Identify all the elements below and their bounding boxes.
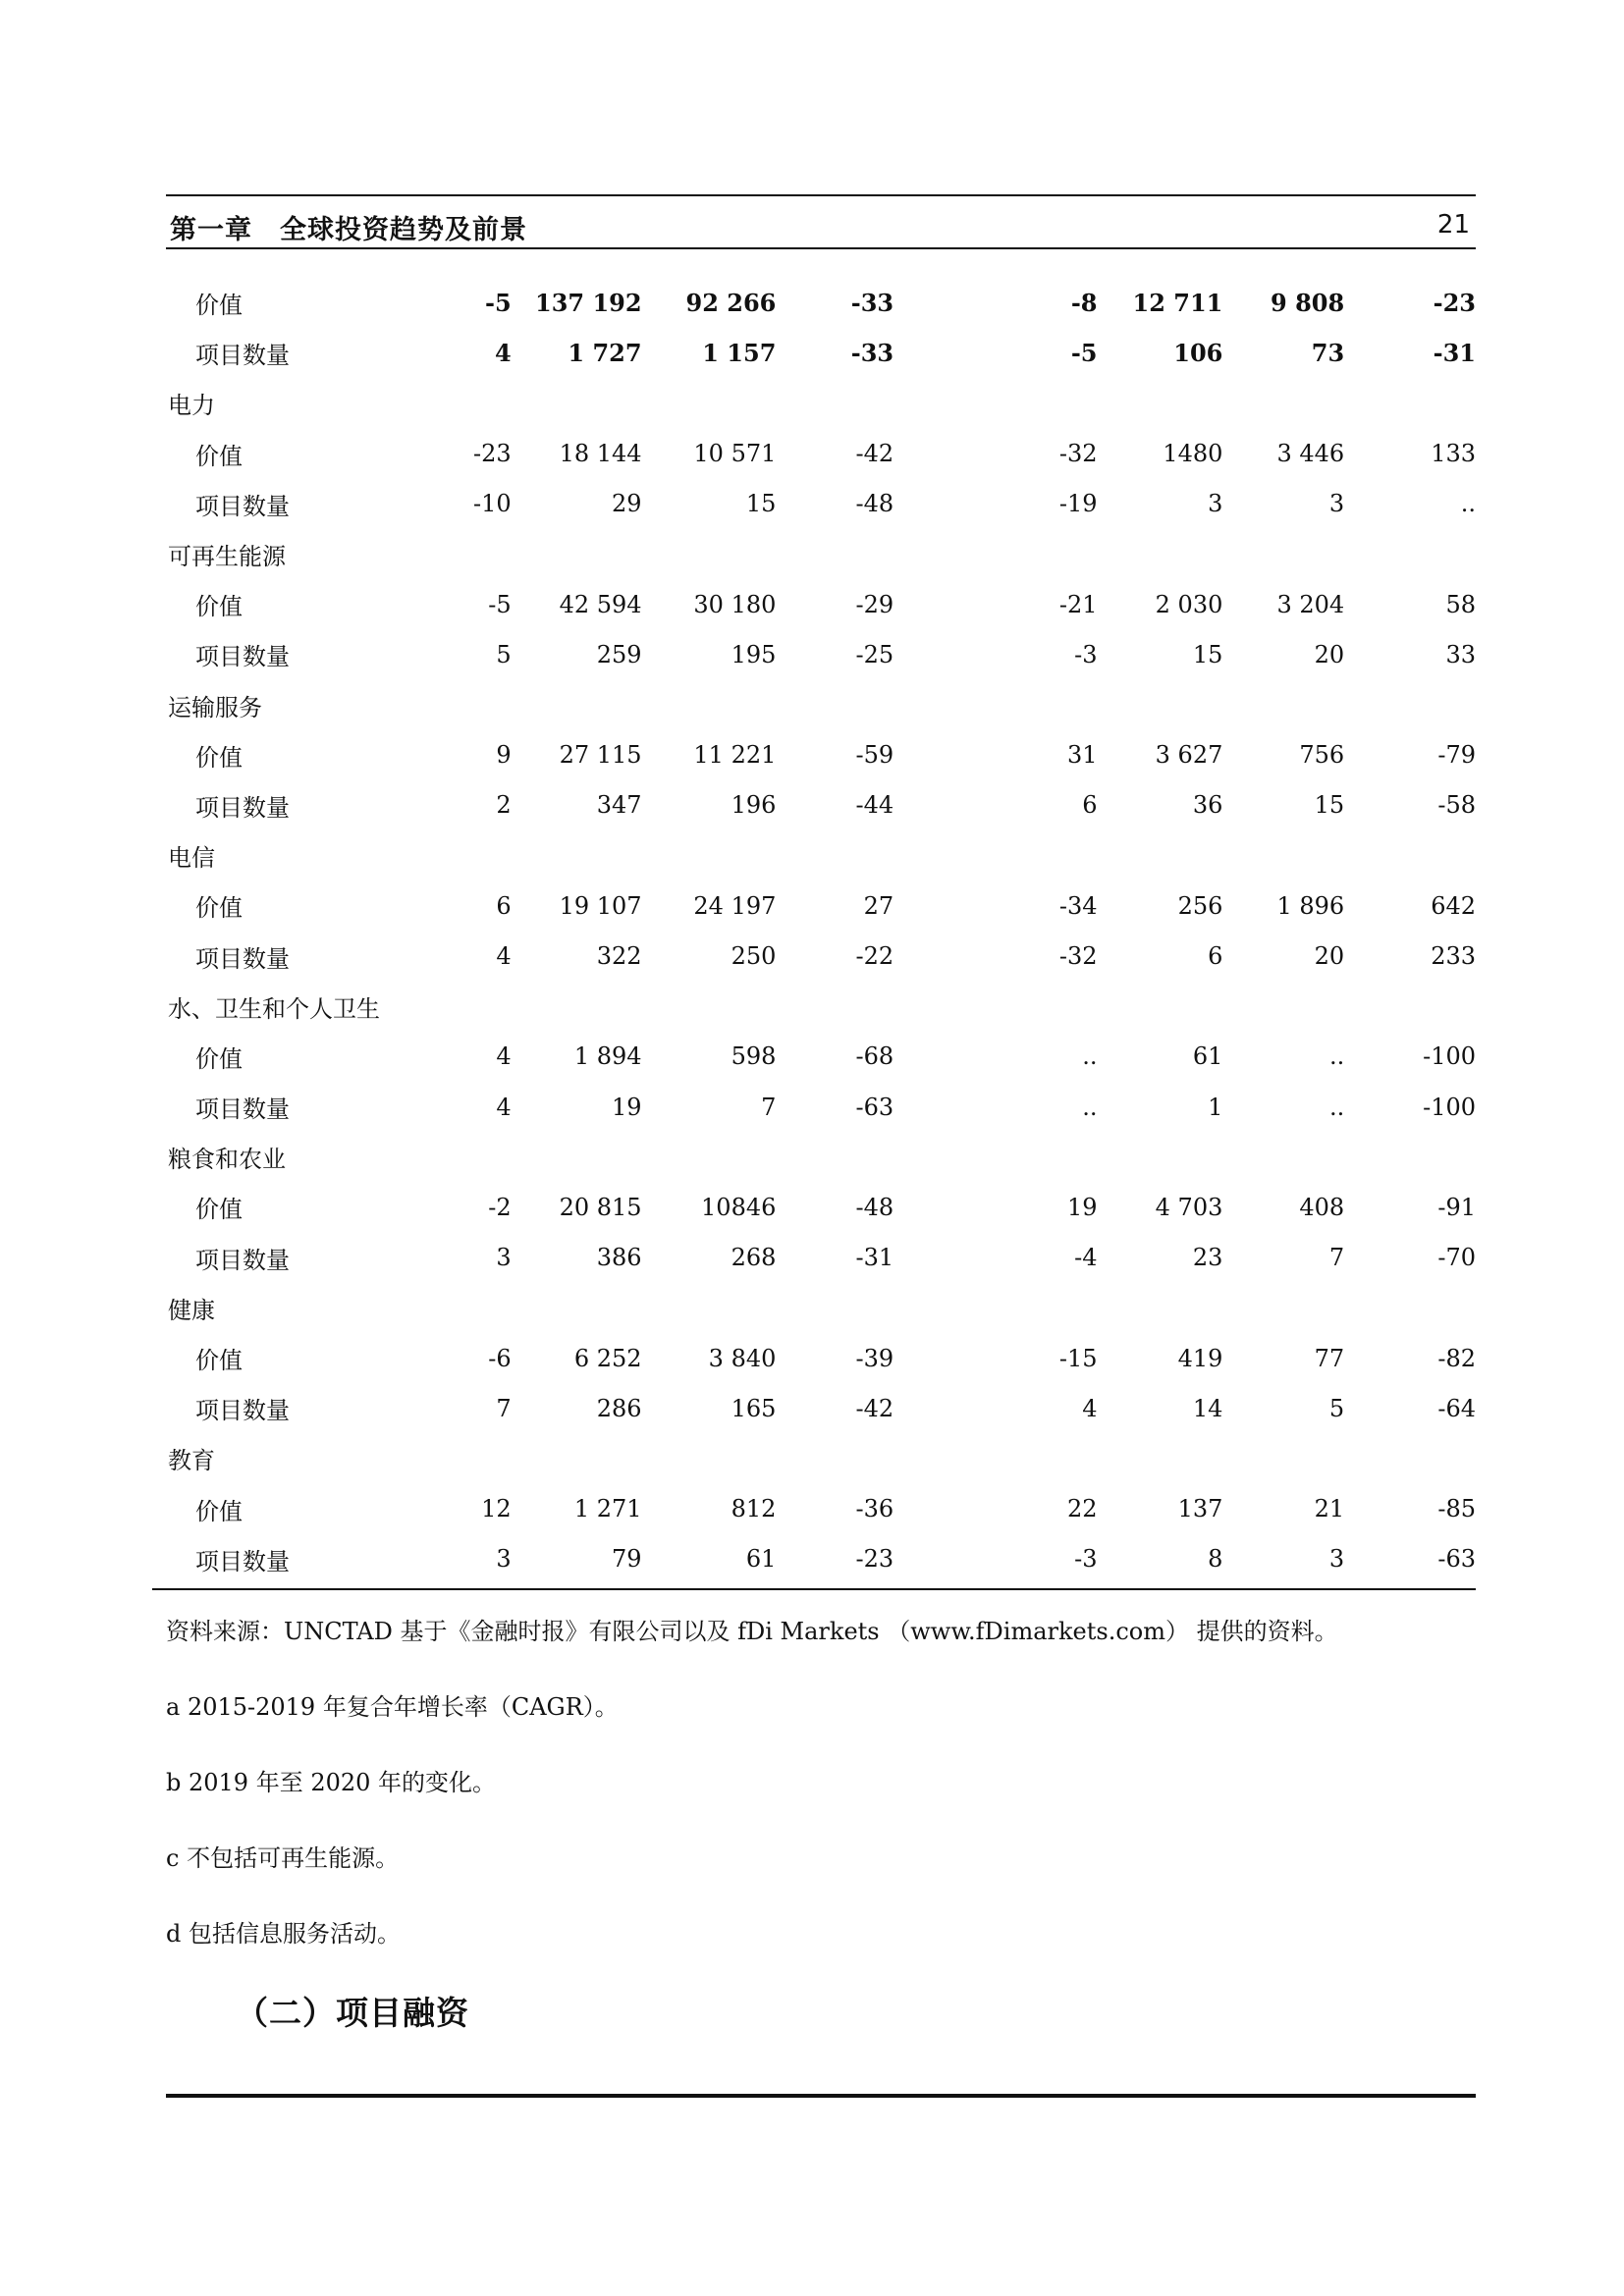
table-cell: 3 (496, 1545, 512, 1574)
table-category-row (154, 680, 1476, 730)
table-cell: 92 266 (685, 289, 777, 318)
section-heading: （二）项目融资 (236, 1994, 469, 2032)
table-cell: 12 (481, 1495, 512, 1523)
table-cell: -70 (1437, 1244, 1476, 1272)
row-label: 价值 (195, 894, 243, 923)
table-row (154, 1534, 1476, 1584)
table-cell: 1 157 (702, 339, 777, 368)
row-label: 项目数量 (195, 1547, 290, 1575)
table-cell: 6 (1082, 791, 1098, 820)
table-cell: 259 (596, 640, 642, 668)
table-cell: 12 711 (1132, 289, 1223, 318)
table-cell (642, 680, 777, 730)
table-cell: 195 (731, 640, 777, 668)
table-cell: 14 (1192, 1394, 1223, 1422)
row-label: 价值 (195, 292, 243, 320)
table-cell (512, 830, 642, 881)
table-cell (776, 680, 893, 730)
table-cell (893, 1132, 1097, 1182)
table-cell: 1480 (1163, 440, 1223, 468)
table-cell: -22 (855, 942, 894, 971)
table-cell: 4 (496, 942, 512, 971)
table-category-row (154, 1433, 1476, 1483)
table-cell: -79 (1437, 741, 1476, 770)
table-cell (1098, 1283, 1223, 1333)
table-cell (380, 529, 512, 579)
table-cell: 6 (1208, 942, 1223, 971)
table-cell: 419 (1177, 1344, 1223, 1372)
table-cell: 3 (496, 1244, 512, 1272)
table-row (154, 1333, 1476, 1383)
table-cell (1344, 1283, 1476, 1333)
row-label: 价值 (195, 593, 243, 621)
table-cell: .. (1328, 1093, 1345, 1121)
table-cell: 18 144 (559, 440, 642, 468)
row-label: 价值 (195, 1196, 243, 1224)
table-cell: .. (1082, 1093, 1098, 1121)
table-cell: 20 815 (559, 1193, 642, 1221)
table-cell: 4 703 (1155, 1193, 1223, 1221)
table-cell (893, 830, 1097, 881)
table-cell: 77 (1314, 1344, 1345, 1372)
table-body (154, 278, 1476, 1584)
table-cell (380, 1132, 512, 1182)
table-cell: -19 (1058, 490, 1098, 518)
table-cell (893, 1283, 1097, 1333)
table-cell: .. (1328, 1042, 1345, 1071)
table-cell: 250 (731, 942, 777, 971)
category-label: 教育 (168, 1447, 215, 1475)
table-category-row (154, 529, 1476, 579)
table-cell: 73 (1311, 339, 1345, 368)
table-row (154, 1233, 1476, 1283)
table-cell: 15 (1192, 640, 1223, 668)
table-cell: -32 (1058, 440, 1098, 468)
table-cell (512, 680, 642, 730)
table-cell: 8 (1208, 1545, 1223, 1574)
table-cell (893, 680, 1097, 730)
chapter-title (170, 208, 527, 246)
table-cell: 598 (731, 1042, 777, 1071)
table-cell (642, 982, 777, 1032)
running-header (166, 194, 1476, 249)
table-cell: 22 (1066, 1495, 1098, 1523)
category-label: 健康 (168, 1296, 215, 1324)
page-number: 21 (1436, 210, 1470, 240)
table-cell: 386 (596, 1244, 642, 1272)
table-cell (893, 378, 1097, 428)
table-cell (1222, 1283, 1344, 1333)
table-cell: -59 (855, 741, 894, 770)
table-cell: 2 030 (1155, 590, 1223, 618)
table-cell (380, 982, 512, 1032)
table-cell: 11 221 (693, 741, 777, 770)
table-cell: 3 (1208, 490, 1223, 518)
table-cell (1344, 1433, 1476, 1483)
table-cell: 61 (745, 1545, 777, 1574)
table-cell: 6 (496, 891, 512, 920)
table-cell: 4 (1082, 1394, 1098, 1422)
table-cell: -25 (855, 640, 894, 668)
table-cell: 3 840 (708, 1344, 777, 1372)
table-cell: 3 (1328, 490, 1345, 518)
table-cell: 19 (1066, 1193, 1098, 1221)
table-cell: 23 (1192, 1244, 1223, 1272)
table-cell: 268 (731, 1244, 777, 1272)
table-row (154, 1383, 1476, 1433)
table-cell (1222, 680, 1344, 730)
row-label: 价值 (195, 743, 243, 772)
category-label: 可再生能源 (168, 543, 286, 571)
table-cell: -31 (1433, 339, 1476, 368)
table-cell: -3 (1074, 640, 1098, 668)
table-row (154, 579, 1476, 629)
table-cell (642, 1132, 777, 1182)
table-cell: 1 727 (568, 339, 642, 368)
table-cell: -32 (1058, 942, 1098, 971)
table-category-row (154, 378, 1476, 428)
category-label: 运输服务 (168, 693, 262, 721)
row-label: 价值 (195, 442, 243, 470)
table-cell: 756 (1299, 741, 1345, 770)
table-cell: -8 (1070, 289, 1098, 318)
table-cell: 19 (612, 1093, 642, 1121)
table-cell: 3 446 (1276, 440, 1345, 468)
table-cell: -100 (1423, 1093, 1476, 1121)
table-cell (1344, 378, 1476, 428)
table-cell: -4 (1074, 1244, 1098, 1272)
category-label: 粮食和农业 (168, 1146, 286, 1174)
category-label: 电力 (168, 392, 215, 420)
table-cell: 3 627 (1155, 741, 1223, 770)
table-cell (512, 1433, 642, 1483)
table-cell: 7 (496, 1394, 512, 1422)
table-cell: 812 (731, 1495, 777, 1523)
table-cell: 36 (1192, 791, 1223, 820)
table-cell: -85 (1437, 1495, 1476, 1523)
table-cell: 322 (596, 942, 642, 971)
category-label: 水、卫生和个人卫生 (168, 994, 380, 1023)
table-cell: 4 (496, 1042, 512, 1071)
table-cell: 1 (1208, 1093, 1223, 1121)
table-category-row (154, 1132, 1476, 1182)
table-cell: 137 (1177, 1495, 1223, 1523)
row-label: 项目数量 (195, 1397, 290, 1425)
table-row (154, 1032, 1476, 1082)
table-cell: 24 197 (693, 891, 777, 920)
table-cell: .. (1460, 490, 1476, 518)
table-cell: -23 (855, 1545, 894, 1574)
footnote-a: a 2015-2019 年复合年增长率（CAGR）。 (166, 1693, 619, 1721)
table-cell: 27 115 (559, 741, 642, 770)
table-cell: -91 (1437, 1193, 1476, 1221)
table-cell (380, 680, 512, 730)
table-cell: -23 (473, 440, 512, 468)
table-category-row (154, 830, 1476, 881)
table-cell: -10 (473, 490, 512, 518)
table-cell (1344, 529, 1476, 579)
row-label: 项目数量 (195, 492, 290, 520)
row-label: 项目数量 (195, 643, 290, 671)
table-row (154, 328, 1476, 378)
table-cell (776, 830, 893, 881)
row-label: 价值 (195, 1347, 243, 1375)
table-cell (776, 1283, 893, 1333)
table-cell: 31 (1066, 741, 1098, 770)
table-row (154, 1082, 1476, 1132)
table-cell (380, 378, 512, 428)
footnote-b: b 2019 年至 2020 年的变化。 (166, 1769, 497, 1796)
table-cell (1222, 529, 1344, 579)
table-row (154, 881, 1476, 931)
table-cell: 10846 (701, 1193, 777, 1221)
table-cell: -6 (488, 1344, 512, 1372)
footnote-c: c 不包括可再生能源。 (166, 1844, 400, 1872)
table-cell: 4 (494, 339, 512, 368)
table-cell: 10 571 (693, 440, 777, 468)
table-cell: -82 (1437, 1344, 1476, 1372)
table-cell: -2 (488, 1193, 512, 1221)
table-cell (893, 982, 1097, 1032)
table-row (154, 730, 1476, 780)
table-cell (1222, 378, 1344, 428)
table-cell: 6 252 (573, 1344, 642, 1372)
table-cell (1098, 982, 1223, 1032)
table-cell: 408 (1299, 1193, 1345, 1221)
table-cell: 20 (1314, 640, 1345, 668)
table-cell: -39 (855, 1344, 894, 1372)
table-cell: 79 (612, 1545, 642, 1574)
table-cell: 286 (596, 1394, 642, 1422)
table-cell: -15 (1058, 1344, 1098, 1372)
row-label: 项目数量 (195, 1246, 290, 1274)
table-cell: 137 192 (535, 289, 642, 318)
table-cell: -44 (855, 791, 894, 820)
table-cell (1098, 1132, 1223, 1182)
chapter-name: 全球投资趋势及前景 (280, 215, 527, 245)
table-cell (1098, 378, 1223, 428)
table-cell (776, 982, 893, 1032)
table-cell: 3 204 (1276, 590, 1345, 618)
row-label: 项目数量 (195, 342, 290, 370)
table-cell: -64 (1437, 1394, 1476, 1422)
table-cell: 7 (1328, 1244, 1345, 1272)
table-cell (1222, 830, 1344, 881)
table-cell: -34 (1058, 891, 1098, 920)
table-cell (1222, 1433, 1344, 1483)
table-cell: 33 (1445, 640, 1476, 668)
category-label: 电信 (168, 844, 215, 873)
table-cell (893, 529, 1097, 579)
footnote-d: d 包括信息服务活动。 (166, 1920, 401, 1948)
table-cell: 21 (1314, 1495, 1345, 1523)
table-cell: 5 (496, 640, 512, 668)
table-row (154, 278, 1476, 328)
investment-table (154, 278, 1476, 1584)
table-cell: 7 (761, 1093, 777, 1121)
chapter-label: 第一章 (170, 215, 252, 245)
table-cell: 233 (1431, 942, 1476, 971)
table-cell: 15 (745, 490, 777, 518)
table-cell: 1 894 (573, 1042, 642, 1071)
table-cell: -100 (1423, 1042, 1476, 1071)
table-cell: -3 (1074, 1545, 1098, 1574)
table-cell (776, 1132, 893, 1182)
table-cell: 133 (1431, 440, 1476, 468)
table-cell (1344, 982, 1476, 1032)
table-cell: -29 (855, 590, 894, 618)
table-category-row (154, 982, 1476, 1032)
table-cell (642, 529, 777, 579)
table-cell: -33 (850, 339, 894, 368)
table-cell: 256 (1177, 891, 1223, 920)
table-cell (1344, 680, 1476, 730)
table-cell: -31 (855, 1244, 894, 1272)
table-cell: -58 (1437, 791, 1476, 820)
table-bottom-rule (152, 1588, 1476, 1590)
table-cell (1098, 1433, 1223, 1483)
table-cell: 196 (731, 791, 777, 820)
table-cell: 27 (863, 891, 894, 920)
table-cell: 42 594 (559, 590, 642, 618)
table-cell: -5 (1070, 339, 1098, 368)
table-cell: 19 107 (559, 891, 642, 920)
table-cell (642, 378, 777, 428)
table-cell: -63 (855, 1093, 894, 1121)
table-cell: 3 (1328, 1545, 1345, 1574)
table-row (154, 629, 1476, 679)
table-cell (1098, 830, 1223, 881)
table-cell: 4 (496, 1093, 512, 1121)
source-note: 资料来源：UNCTAD 基于《金融时报》有限公司以及 fDi Markets （www.fDimarkets.com） 提供的资料。 (166, 1618, 1338, 1645)
table-cell: -36 (855, 1495, 894, 1523)
table-cell (512, 1283, 642, 1333)
table-cell (380, 1433, 512, 1483)
table-cell (893, 1433, 1097, 1483)
table-cell (1222, 982, 1344, 1032)
row-label: 项目数量 (195, 1095, 290, 1124)
table-cell: -42 (855, 1394, 894, 1422)
table-cell: -21 (1058, 590, 1098, 618)
table-cell: 29 (612, 490, 642, 518)
table-category-row (154, 1283, 1476, 1333)
table-cell: 1 271 (573, 1495, 642, 1523)
table-cell: 9 (496, 741, 512, 770)
table-cell (1344, 1132, 1476, 1182)
table-cell: 20 (1314, 942, 1345, 971)
table-cell: 347 (596, 791, 642, 820)
page-bottom-rule (166, 2094, 1476, 2098)
table-cell (512, 1132, 642, 1182)
table-row (154, 931, 1476, 981)
row-label: 价值 (195, 1044, 243, 1073)
table-cell: -48 (855, 490, 894, 518)
table-cell: 106 (1173, 339, 1223, 368)
table-cell: -5 (484, 289, 512, 318)
table-cell: 165 (731, 1394, 777, 1422)
table-cell (512, 529, 642, 579)
table-cell: -33 (850, 289, 894, 318)
table-cell: 9 808 (1271, 289, 1345, 318)
table-cell (1098, 529, 1223, 579)
table-row (154, 780, 1476, 830)
table-cell (642, 830, 777, 881)
table-cell: -23 (1433, 289, 1476, 318)
row-label: 项目数量 (195, 793, 290, 822)
table-row (154, 1484, 1476, 1534)
table-cell (380, 1283, 512, 1333)
table-cell (1222, 1132, 1344, 1182)
row-label: 价值 (195, 1497, 243, 1525)
table-cell (1098, 680, 1223, 730)
table-cell: 1 896 (1276, 891, 1345, 920)
table-cell: .. (1082, 1042, 1098, 1071)
table-cell: -68 (855, 1042, 894, 1071)
table-cell: 642 (1431, 891, 1476, 920)
table-cell: 15 (1314, 791, 1345, 820)
table-cell: 61 (1192, 1042, 1223, 1071)
table-cell: -5 (488, 590, 512, 618)
row-label: 项目数量 (195, 944, 290, 973)
table-row (154, 479, 1476, 529)
table-cell (776, 529, 893, 579)
table-cell (380, 830, 512, 881)
table-row (154, 1182, 1476, 1232)
table-row (154, 429, 1476, 479)
table-cell (642, 1433, 777, 1483)
table-cell (512, 982, 642, 1032)
table-cell: -63 (1437, 1545, 1476, 1574)
table-cell (512, 378, 642, 428)
table-cell (642, 1283, 777, 1333)
table-cell: -42 (855, 440, 894, 468)
table-cell (776, 378, 893, 428)
table-cell: 58 (1445, 590, 1476, 618)
table-cell: 30 180 (693, 590, 777, 618)
table-cell: -48 (855, 1193, 894, 1221)
table-cell (1344, 830, 1476, 881)
table-cell: 5 (1328, 1394, 1345, 1422)
table-cell: 2 (496, 791, 512, 820)
table-cell (776, 1433, 893, 1483)
